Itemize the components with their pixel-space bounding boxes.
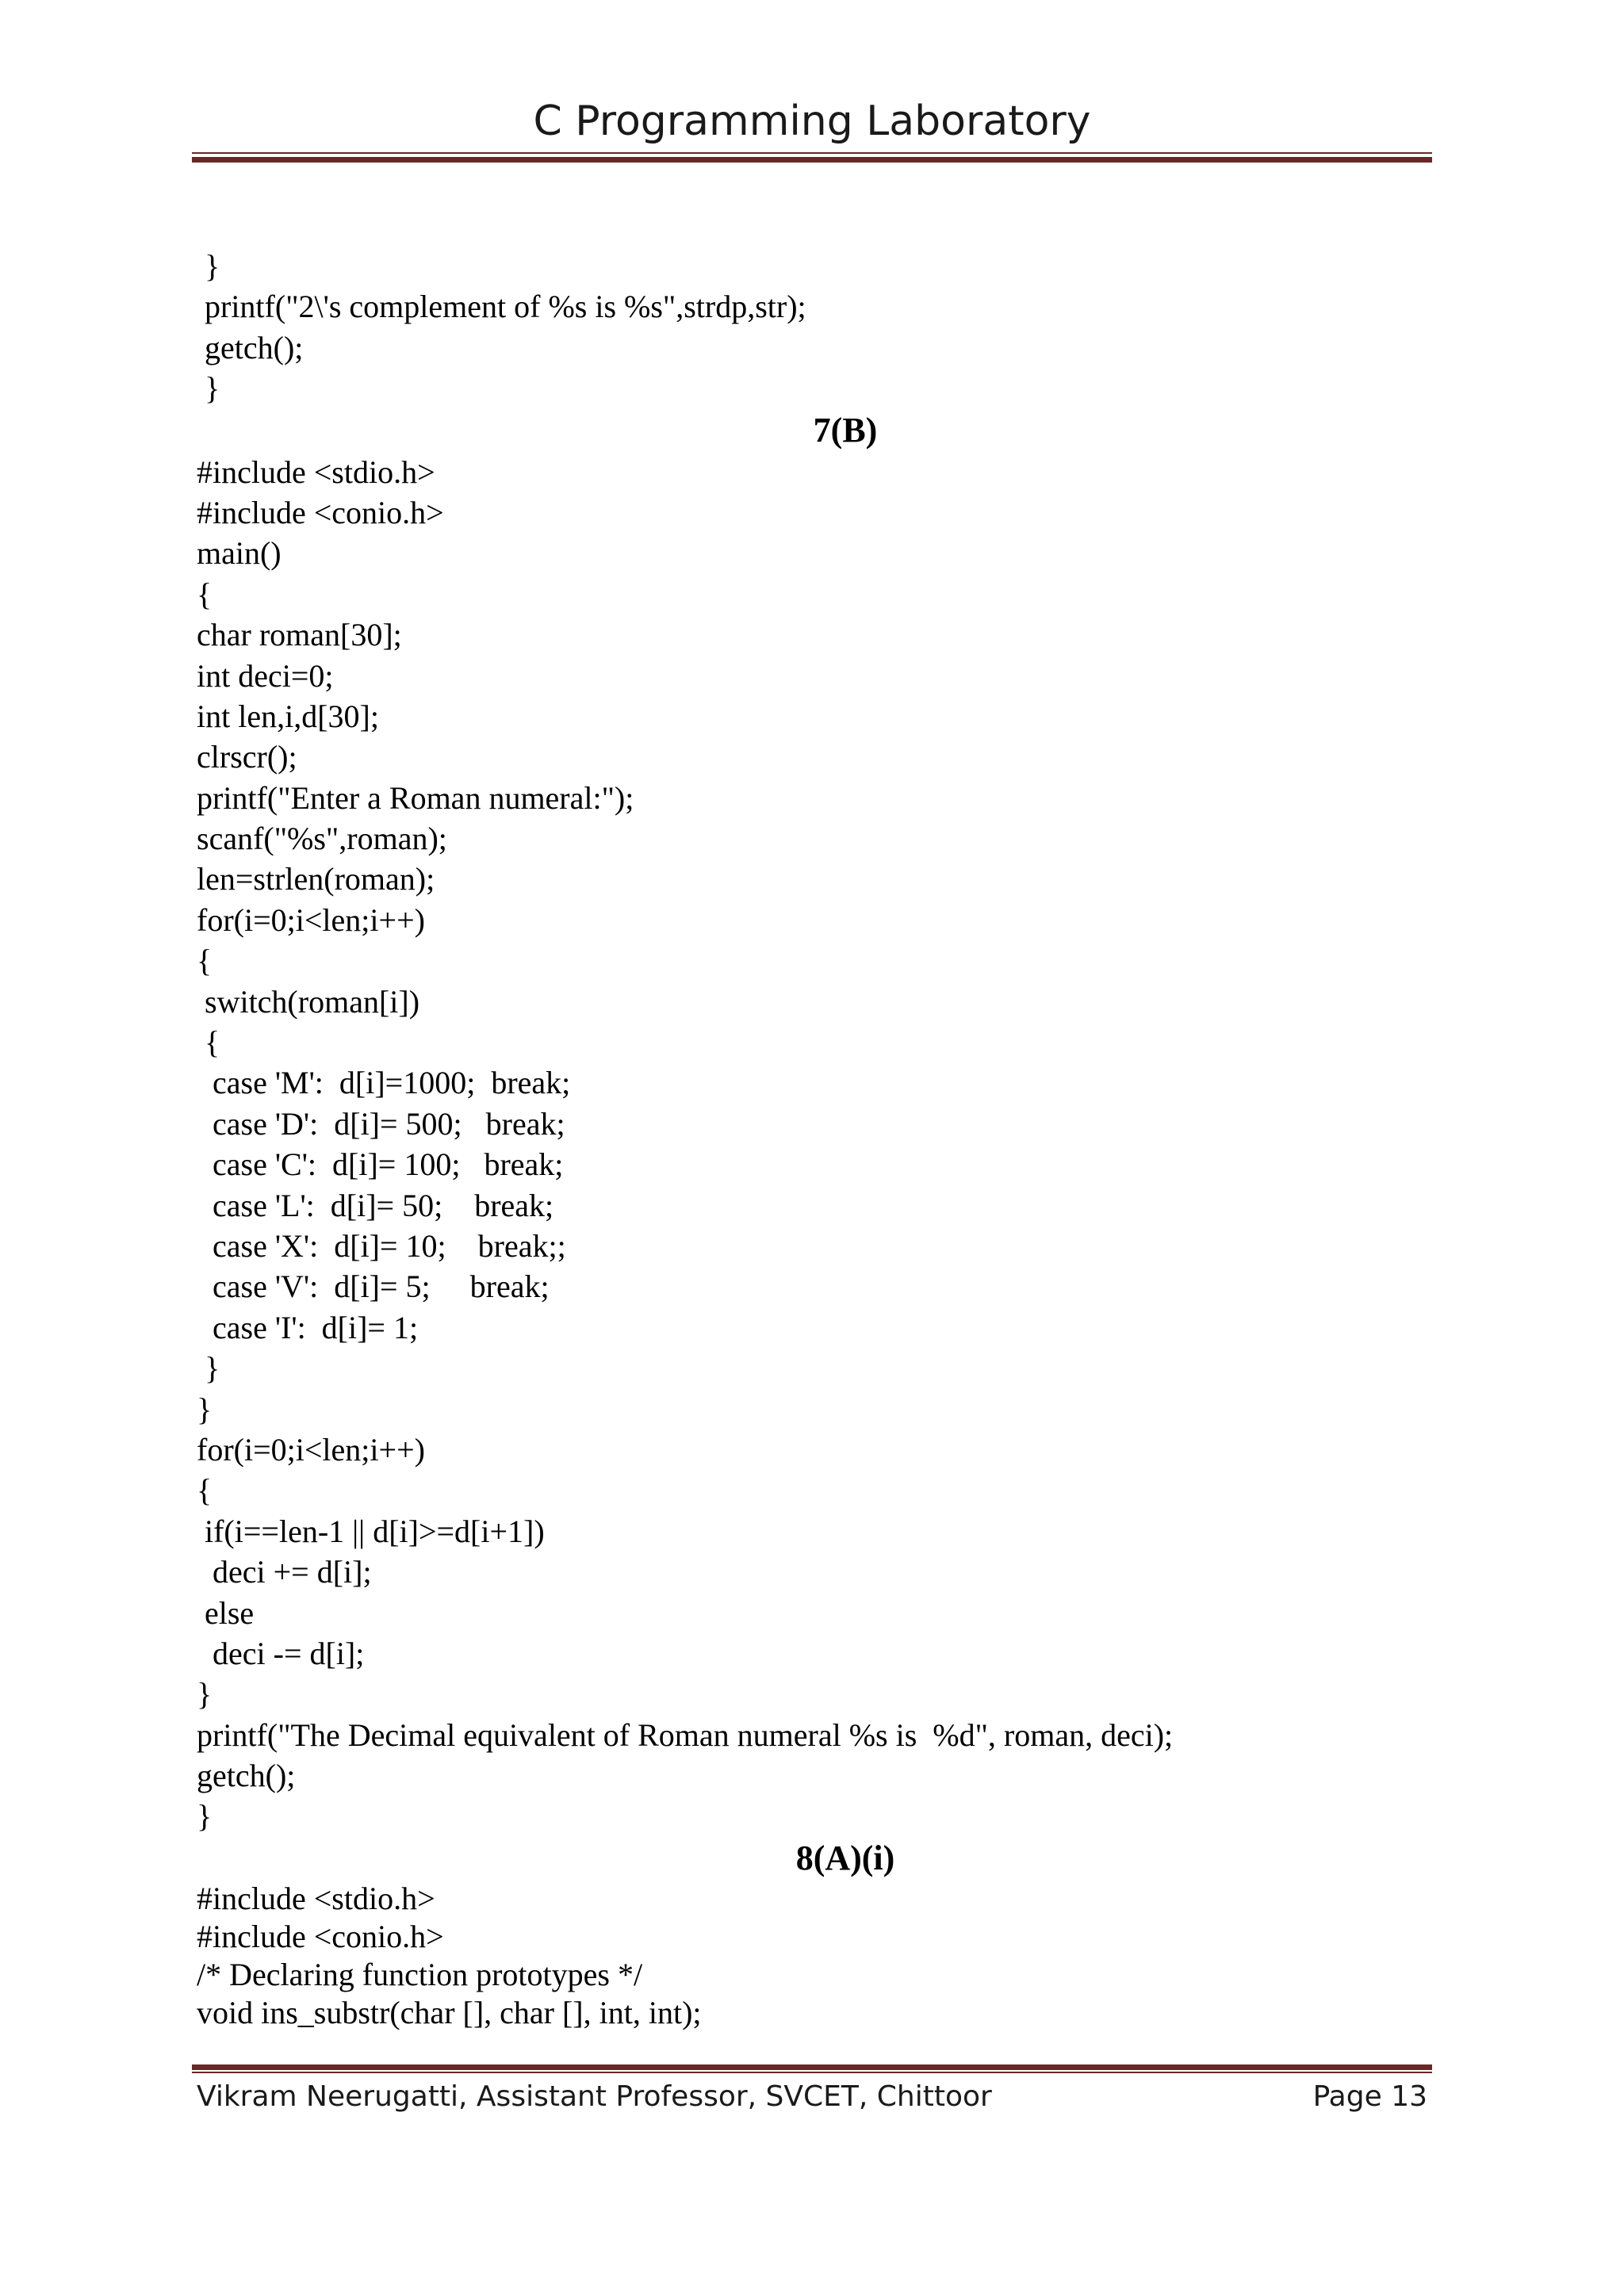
code-line: {	[197, 576, 213, 612]
code-line: switch(roman[i])	[197, 983, 420, 1020]
code-line: case 'I': d[i]= 1;	[197, 1309, 419, 1345]
code-line: case 'V': d[i]= 5; break;	[197, 1269, 550, 1305]
code-line: case 'D': d[i]= 500; break;	[197, 1105, 565, 1142]
code-block-8ai	[197, 1880, 1431, 2032]
code-line: int len,i,d[30];	[197, 698, 379, 734]
code-line: #include <conio.h>	[197, 494, 444, 530]
code-line: /* Declaring function prototypes */	[197, 1956, 643, 1992]
code-line: #include <stdio.h>	[197, 453, 435, 490]
code-line: deci -= d[i];	[197, 1635, 365, 1671]
footer-rule-thin	[192, 2072, 1432, 2073]
code-line: if(i==len-1 || d[i]>=d[i+1])	[197, 1513, 545, 1549]
code-line: case 'M': d[i]=1000; break;	[197, 1065, 571, 1101]
code-line: clrscr();	[197, 739, 297, 775]
code-line: getch();	[197, 1758, 296, 1794]
code-line: int deci=0;	[197, 657, 334, 694]
code-line: case 'L': d[i]= 50; break;	[197, 1187, 554, 1223]
code-line: {	[197, 1472, 213, 1509]
code-line: case 'X': d[i]= 10; break;;	[197, 1227, 566, 1264]
code-line: case 'C': d[i]= 100; break;	[197, 1146, 564, 1183]
code-line: char roman[30];	[197, 617, 402, 653]
header-rule-thick	[192, 157, 1432, 163]
code-line: {	[197, 1024, 220, 1061]
section-heading-7b: 7(B)	[813, 410, 878, 450]
code-block-7b	[197, 452, 1431, 1837]
code-line: printf("Enter a Roman numeral:");	[197, 779, 634, 816]
code-line: printf("2\'s complement of %s is %s",strdp,str);	[197, 289, 806, 325]
code-line: #include <stdio.h>	[197, 1880, 435, 1916]
header-rule-thin	[192, 152, 1432, 154]
code-line: }	[197, 248, 220, 284]
code-line: deci += d[i];	[197, 1554, 372, 1590]
footer-rule-thick	[192, 2064, 1432, 2070]
code-line: for(i=0;i<len;i++)	[197, 901, 425, 938]
code-line: len=strlen(roman);	[197, 861, 435, 897]
code-line: printf("The Decimal equivalent of Roman numeral %s is %d", roman, deci);	[197, 1716, 1174, 1753]
code-line: getch();	[197, 329, 304, 365]
page-body	[197, 246, 1431, 2032]
code-line: {	[197, 943, 213, 979]
code-line: }	[197, 1798, 213, 1835]
code-block-top	[197, 246, 1431, 409]
footer-author: Vikram Neerugatti, Assistant Professor, SVCET, Chittoor	[197, 2080, 992, 2113]
code-line: for(i=0;i<len;i++)	[197, 1431, 425, 1468]
code-line: main()	[197, 535, 282, 572]
page-number: Page 13	[1312, 2080, 1427, 2113]
page-header-title: C Programming Laboratory	[533, 98, 1091, 145]
section-heading-8ai: 8(A)(i)	[795, 1838, 895, 1877]
code-line: }	[197, 1676, 213, 1712]
code-line: }	[197, 370, 220, 407]
code-line: else	[197, 1594, 255, 1631]
code-line: scanf("%s",roman);	[197, 821, 447, 857]
code-line: void ins_substr(char [], char [], int, int);	[197, 1994, 702, 2030]
code-line: #include <conio.h>	[197, 1918, 444, 1954]
code-line: }	[197, 1391, 213, 1427]
code-line: }	[197, 1350, 220, 1387]
